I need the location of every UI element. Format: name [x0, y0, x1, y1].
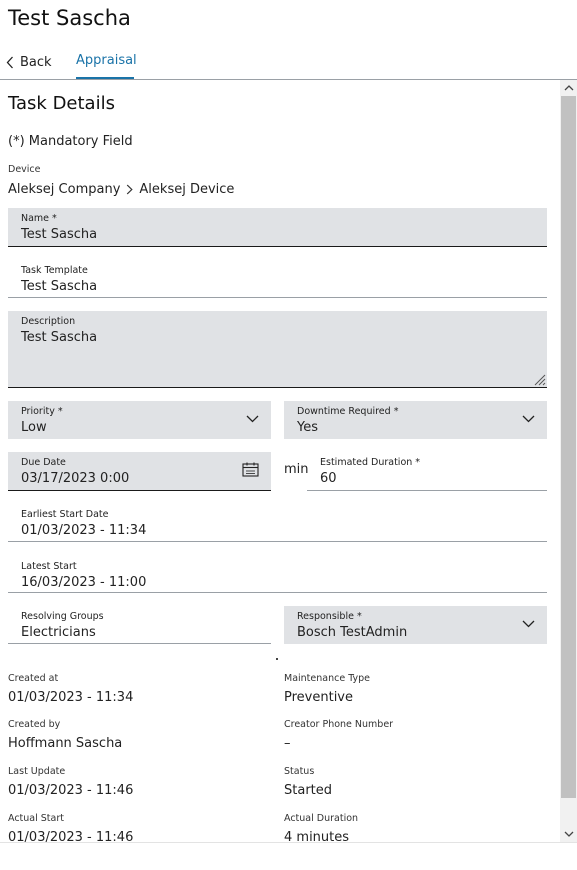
description-field[interactable]	[8, 311, 547, 388]
created-at-info	[8, 673, 133, 705]
latest-start-label: Latest Start	[21, 561, 77, 572]
task-template-value: Test Sascha	[21, 279, 98, 294]
priority-value: Low	[21, 420, 47, 435]
resolving-groups-field	[8, 606, 271, 644]
maintenance-type-info	[284, 673, 370, 705]
name-label: Name *	[21, 213, 57, 224]
tab-appraisal[interactable]: Appraisal	[76, 53, 137, 68]
device-breadcrumb	[8, 182, 234, 197]
bottom-divider	[0, 842, 577, 843]
task-template-field	[8, 260, 547, 298]
scrollbar-thumb[interactable]	[561, 96, 576, 798]
downtime-required-label: Downtime Required *	[297, 406, 399, 417]
actual-duration-info	[284, 813, 358, 842]
vertical-scrollbar[interactable]	[560, 80, 577, 842]
created-by-value: Hoffmann Sascha	[8, 736, 123, 751]
creator-phone-info	[284, 719, 393, 751]
due-date-label: Due Date	[21, 457, 66, 468]
chevron-down-icon	[522, 415, 535, 423]
last-update-value: 01/03/2023 - 11:46	[8, 783, 134, 798]
downtime-required-select[interactable]	[284, 401, 547, 439]
mandatory-field-note: (*) Mandatory Field	[8, 134, 133, 149]
estimated-duration-label: Estimated Duration *	[320, 457, 421, 468]
description-label: Description	[21, 316, 76, 327]
task-template-label: Task Template	[21, 265, 88, 276]
last-update-info	[8, 766, 133, 798]
chevron-down-icon	[522, 620, 535, 628]
responsible-select[interactable]	[284, 606, 547, 644]
last-update-label: Last Update	[8, 766, 66, 777]
chevron-left-icon	[6, 56, 14, 69]
scroll-up-button[interactable]	[560, 80, 577, 96]
active-tab-indicator	[76, 77, 134, 79]
page-title: Test Sascha	[8, 6, 131, 30]
creator-phone-label: Creator Phone Number	[284, 719, 394, 730]
earliest-start-label: Earliest Start Date	[21, 509, 109, 520]
task-details-panel	[0, 80, 560, 842]
responsible-value: Bosch TestAdmin	[297, 625, 408, 640]
actual-start-value: 01/03/2023 - 11:46	[8, 830, 134, 842]
priority-select[interactable]	[8, 401, 271, 439]
chevron-up-icon	[564, 85, 574, 91]
priority-label: Priority *	[21, 406, 63, 417]
earliest-start-field	[8, 504, 547, 542]
resize-grip-icon[interactable]	[532, 372, 546, 386]
chevron-right-icon	[126, 184, 133, 195]
actual-duration-label: Actual Duration	[284, 813, 359, 824]
responsible-label: Responsible *	[297, 611, 362, 622]
created-at-label: Created at	[8, 673, 59, 684]
latest-start-value: 16/03/2023 - 11:00	[21, 575, 147, 590]
maintenance-type-label: Maintenance Type	[284, 673, 371, 684]
actual-start-info	[8, 813, 133, 842]
estimated-duration-field[interactable]	[307, 452, 547, 491]
created-at-value: 01/03/2023 - 11:34	[8, 690, 134, 705]
description-value: Test Sascha	[21, 330, 98, 345]
name-field[interactable]	[8, 208, 547, 247]
chevron-down-icon	[564, 831, 574, 837]
resolving-groups-value: Electricians	[21, 625, 96, 640]
separator-dot	[276, 658, 278, 660]
calendar-icon[interactable]	[242, 462, 259, 477]
device-company: Aleksej Company	[8, 182, 121, 197]
status-info	[284, 766, 332, 798]
due-date-value: 03/17/2023 0:00	[21, 471, 130, 486]
due-date-field[interactable]	[8, 452, 271, 491]
latest-start-field	[8, 556, 547, 593]
status-label: Status	[284, 766, 315, 777]
duration-unit: min	[284, 462, 309, 477]
name-value: Test Sascha	[21, 227, 98, 242]
device-name: Aleksej Device	[139, 182, 235, 197]
actual-start-label: Actual Start	[8, 813, 64, 824]
back-button[interactable]	[6, 52, 52, 72]
estimated-duration-value: 60	[320, 471, 337, 486]
actual-duration-value: 4 minutes	[284, 830, 350, 842]
maintenance-type-value: Preventive	[284, 690, 353, 705]
top-navigation	[0, 44, 577, 80]
status-value: Started	[284, 783, 333, 798]
created-by-label: Created by	[8, 719, 61, 730]
section-title: Task Details	[8, 93, 115, 114]
resolving-groups-label: Resolving Groups	[21, 611, 104, 622]
back-label: Back	[20, 54, 52, 70]
downtime-required-value: Yes	[297, 420, 318, 435]
created-by-info	[8, 719, 122, 751]
creator-phone-value: –	[284, 736, 291, 751]
scroll-down-button[interactable]	[560, 826, 577, 842]
device-label: Device	[8, 164, 41, 175]
chevron-down-icon	[246, 415, 259, 423]
earliest-start-value: 01/03/2023 - 11:34	[21, 523, 147, 538]
